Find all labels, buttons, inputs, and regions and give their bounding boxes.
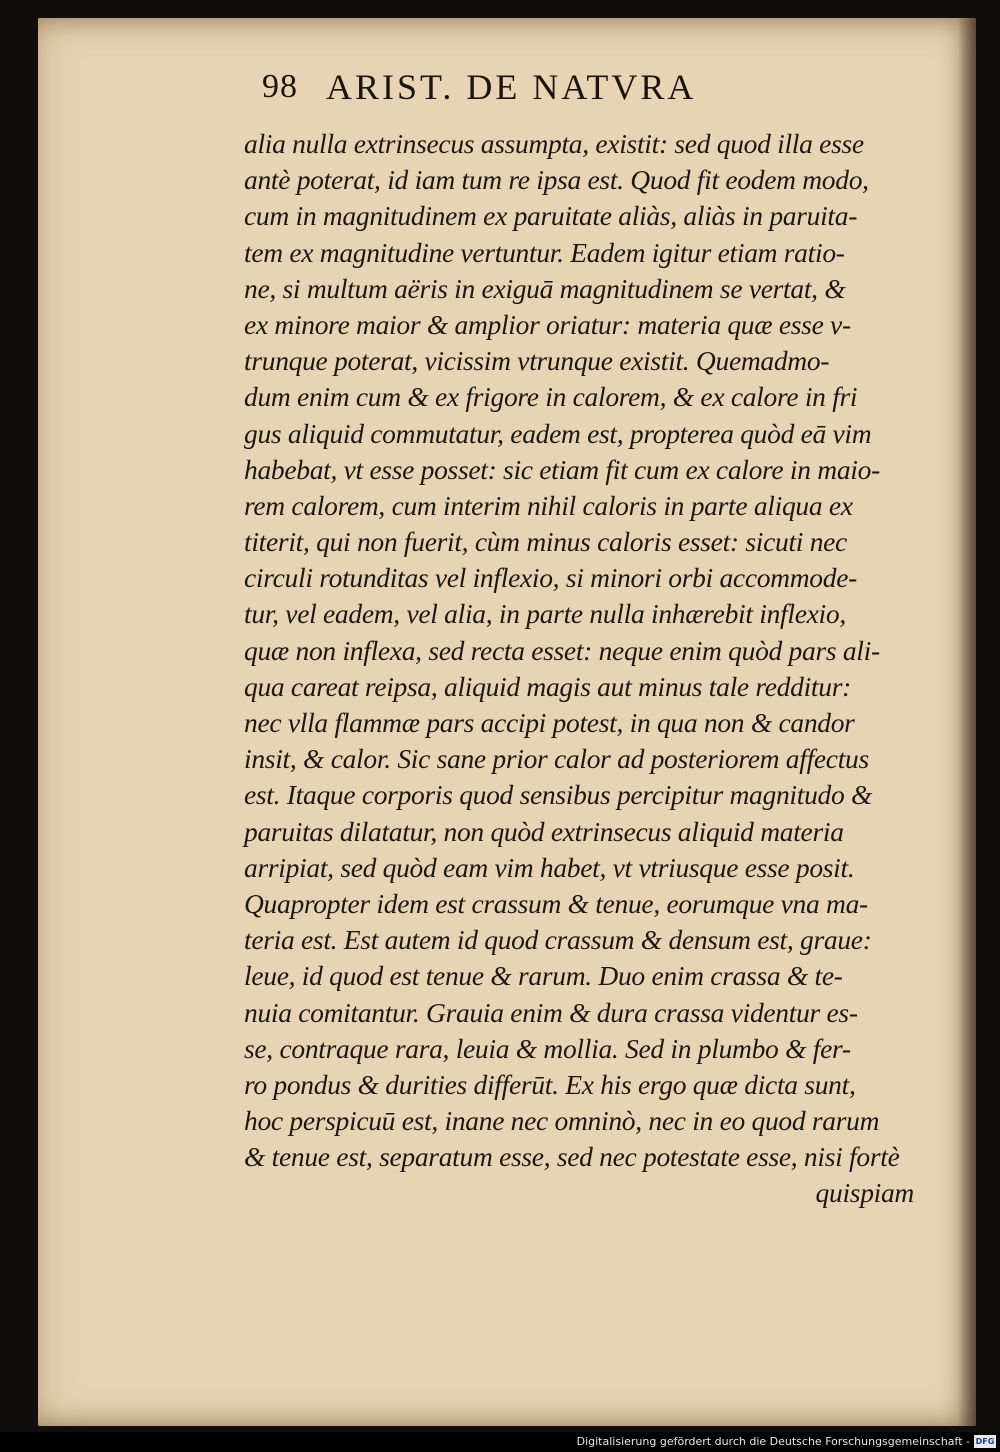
text-line: teria est. Est autem id quod crassum & densum est, graue: (244, 924, 872, 956)
text-line: leue, id quod est tenue & rarum. Duo enim crassa & te- (244, 960, 843, 992)
text-line: Quapropter idem est crassum & tenue, eorumque vna ma- (244, 887, 868, 919)
text-line: nuia comitantur. Grauia enim & dura crassa videntur es- (244, 996, 858, 1028)
text-line: quæ non inflexa, sed recta esset: neque enim quòd pars ali- (244, 634, 880, 666)
running-head (262, 66, 862, 118)
text-line: titerit, qui non fuerit, cùm minus caloris esset: sicuti nec (244, 526, 847, 558)
footer-credit: Digitalisierung gefördert durch die Deutsche Forschungsgemeinschaft - (576, 1435, 970, 1448)
text-line: tur, vel eadem, vel alia, in parte nulla inhærebit inflexio, (244, 598, 846, 630)
text-line: circuli rotunditas vel inflexio, si minori orbi accommode- (244, 562, 857, 594)
text-line: nec vlla flammæ pars accipi potest, in qua non & candor (244, 707, 855, 738)
text-line: gus aliquid commutatur, eadem est, propterea quòd eā vim (244, 417, 872, 449)
body-text (244, 126, 914, 1212)
text-line: & tenue est, separatum esse, sed nec potestate esse, nisi fortè (244, 1141, 900, 1173)
page-number: 98 (262, 68, 298, 105)
text-line: rem calorem, cum interim nihil caloris in parte aliqua ex (244, 489, 853, 521)
text-line: paruitas dilatatur, non quòd extrinsecus aliquid materia (244, 815, 844, 847)
text-line: ne, si multum aëris in exiguā magnitudinem se vertat, & (244, 272, 846, 304)
text-line: est. Itaque corporis quod sensibus percipitur magnitudo & (244, 779, 873, 811)
page-edge-shadow (958, 18, 976, 1426)
text-line: cum in magnitudinem ex paruitate aliàs, aliàs in paruita- (244, 200, 858, 232)
text-line: ex minore maior & amplior oriatur: materia quæ esse v- (244, 308, 851, 340)
text-line: ro pondus & durities differūt. Ex his ergo quæ dicta sunt, (244, 1068, 856, 1100)
text-line: tem ex magnitudine vertuntur. Eadem igitur etiam ratio- (244, 236, 845, 268)
text-line: qua careat reipsa, aliquid magis aut minus tale redditur: (244, 670, 851, 702)
text-line: antè poterat, id iam tum re ipsa est. Quod fit eodem modo, (244, 164, 869, 196)
text-line: alia nulla extrinsecus assumpta, existit: sed quod illa esse (244, 128, 864, 159)
text-line: insit, & calor. Sic sane prior calor ad posteriorem affectus (244, 743, 869, 775)
catchword: quispiam (815, 1177, 914, 1209)
running-title: ARIST. DE NATVRA (326, 67, 697, 107)
text-line: trunque poterat, vicissim vtrunque existit. Quemadmo- (244, 345, 830, 377)
text-line: dum enim cum & ex frigore in calorem, & ex calore in fri (244, 381, 858, 413)
text-line: se, contraque rara, leuia & mollia. Sed in plumbo & fer- (244, 1032, 851, 1064)
dfg-logo-icon: DFG (975, 1437, 995, 1446)
text-line: habebat, vt esse posset: sic etiam fit cum ex calore in maio- (244, 453, 880, 485)
footer-bar (0, 1432, 1000, 1452)
text-line: hoc perspicuū est, inane nec omninò, nec in eo quod rarum (244, 1105, 880, 1137)
text-line: arripiat, sed quòd eam vim habet, vt vtriusque esse posit. (244, 851, 855, 883)
